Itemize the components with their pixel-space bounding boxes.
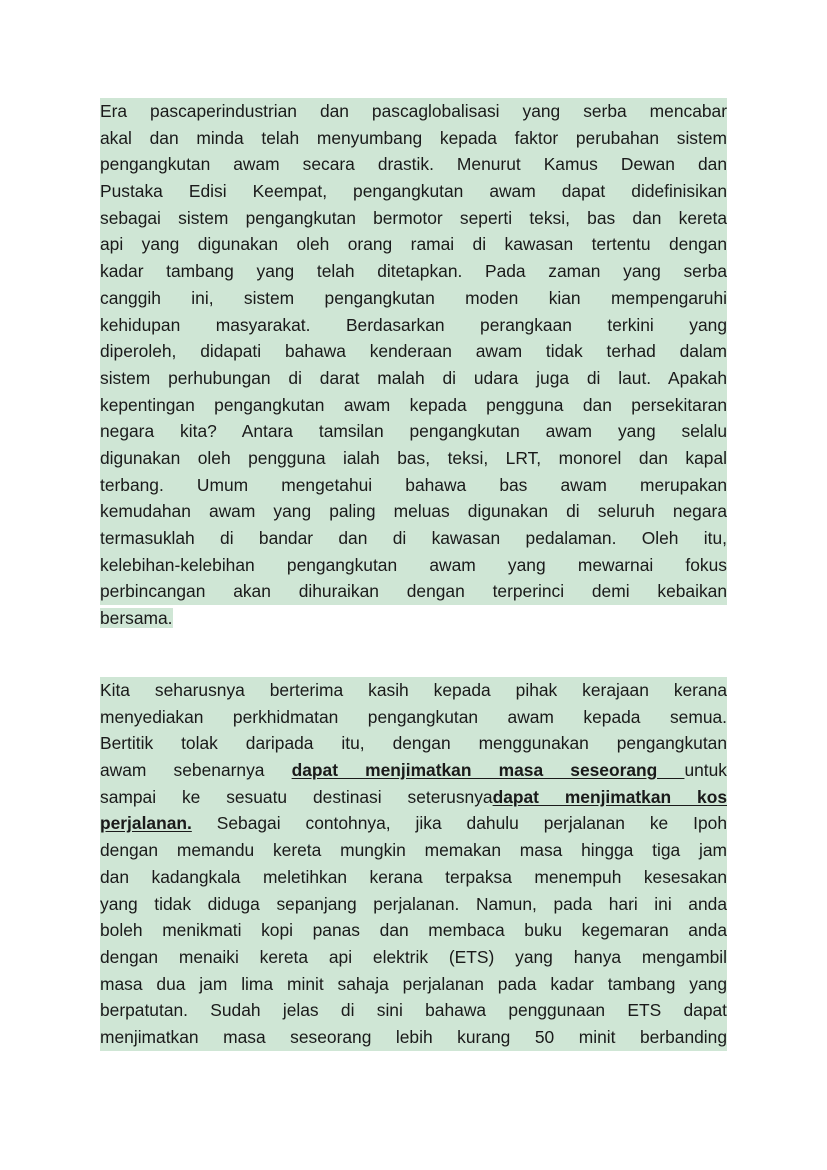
text-line: kepentingan pengangkutan awam kepada pengguna dan persekitaran bbox=[100, 392, 727, 419]
paragraph-2 bbox=[100, 677, 727, 1051]
text-line: negara kita? Antara tamsilan pengangkutan awam yang selalu bbox=[100, 418, 727, 445]
text-line: kelebihan-kelebihan pengangkutan awam yang mewarnai fokus bbox=[100, 552, 727, 579]
text-line: terbang. Umum mengetahui bahawa bas awam merupakan bbox=[100, 472, 727, 499]
text-line: Pustaka Edisi Keempat, pengangkutan awam dapat didefinisikan bbox=[100, 178, 727, 205]
text-line: termasuklah di bandar dan di kawasan pedalaman. Oleh itu, bbox=[100, 525, 727, 552]
text-line: pengangkutan awam secara drastik. Menurut Kamus Dewan dan bbox=[100, 151, 727, 178]
text-line: sistem perhubungan di darat malah di udara juga di laut. Apakah bbox=[100, 365, 727, 392]
text-line: yang tidak diduga sepanjang perjalanan. Namun, pada hari ini anda bbox=[100, 891, 727, 918]
emphasized-phrase: perjalanan. bbox=[100, 813, 192, 834]
text-line: dan kadangkala meletihkan kerana terpaksa menempuh kesesakan bbox=[100, 864, 727, 891]
text-line: dengan menaiki kereta api elektrik (ETS) yang hanya mengambil bbox=[100, 944, 727, 971]
text-line: boleh menikmati kopi panas dan membaca buku kegemaran anda bbox=[100, 917, 727, 944]
text-line bbox=[100, 757, 727, 784]
text-line: menjimatkan masa seseorang lebih kurang 50 minit berbanding bbox=[100, 1024, 727, 1051]
text-line: digunakan oleh pengguna ialah bas, teksi, LRT, monorel dan kapal bbox=[100, 445, 727, 472]
text-line: menyediakan perkhidmatan pengangkutan awam kepada semua. bbox=[100, 704, 727, 731]
text-line: Era pascaperindustrian dan pascaglobalisasi yang serba mencabar bbox=[100, 98, 727, 125]
text-line: diperoleh, didapati bahawa kenderaan awam tidak terhad dalam bbox=[100, 338, 727, 365]
text-line: Bertitik tolak daripada itu, dengan menggunakan pengangkutan bbox=[100, 730, 727, 757]
text-line: berpatutan. Sudah jelas di sini bahawa penggunaan ETS dapat bbox=[100, 997, 727, 1024]
text-line: kadar tambang yang telah ditetapkan. Pada zaman yang serba bbox=[100, 258, 727, 285]
text-line: dengan memandu kereta mungkin memakan masa hingga tiga jam bbox=[100, 837, 727, 864]
text-line: canggih ini, sistem pengangkutan moden kian mempengaruhi bbox=[100, 285, 727, 312]
text-line: masa dua jam lima minit sahaja perjalanan pada kadar tambang yang bbox=[100, 971, 727, 998]
text-segment: untuk bbox=[684, 760, 727, 781]
text-line: kehidupan masyarakat. Berdasarkan perangkaan terkini yang bbox=[100, 312, 727, 339]
text-segment: sampai ke sesuatu destinasi seterusnya bbox=[100, 786, 493, 807]
highlighted-text: bersama. bbox=[100, 608, 173, 629]
text-line: sebagai sistem pengangkutan bermotor seperti teksi, bas dan kereta bbox=[100, 205, 727, 232]
text-line: Kita seharusnya berterima kasih kepada pihak kerajaan kerana bbox=[100, 677, 727, 704]
text-line bbox=[100, 810, 727, 837]
text-line: akal dan minda telah menyumbang kepada faktor perubahan sistem bbox=[100, 125, 727, 152]
text-line bbox=[100, 605, 727, 632]
text-line bbox=[100, 784, 727, 811]
emphasized-phrase: dapat menjimatkan masa seseorang bbox=[291, 760, 685, 781]
paragraph-1 bbox=[100, 98, 727, 632]
text-line: kemudahan awam yang paling meluas digunakan di seluruh negara bbox=[100, 498, 727, 525]
text-segment: awam sebenarnya bbox=[100, 760, 292, 781]
emphasized-phrase: dapat menjimatkan kos bbox=[492, 786, 727, 807]
text-line: perbincangan akan dihuraikan dengan terperinci demi kebaikan bbox=[100, 578, 727, 605]
text-line: api yang digunakan oleh orang ramai di kawasan tertentu dengan bbox=[100, 231, 727, 258]
text-segment: Sebagai contohnya, jika dahulu perjalanan ke Ipoh bbox=[191, 813, 727, 834]
